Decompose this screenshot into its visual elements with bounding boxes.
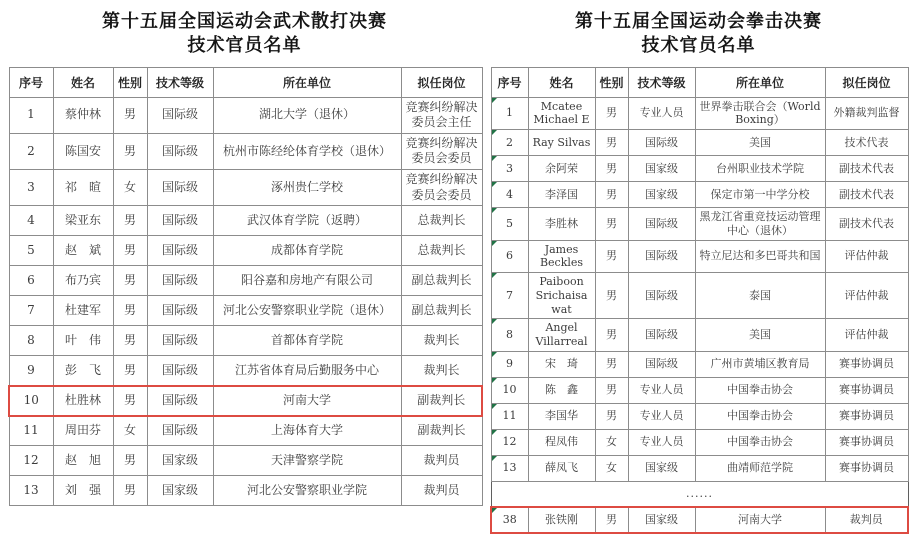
table-cell: 国际级 <box>147 416 213 446</box>
table-cell: 12 <box>491 429 528 455</box>
header-row <box>491 67 908 97</box>
table-cell: 男 <box>113 97 147 133</box>
table-cell: 男 <box>113 356 147 386</box>
table-cell: 彭 飞 <box>53 356 113 386</box>
table-cell: 裁判员 <box>401 476 482 506</box>
table-cell: 曲靖师范学院 <box>695 455 825 481</box>
table-row <box>491 182 908 208</box>
table-cell: 国际级 <box>147 206 213 236</box>
table-cell: 首都体育学院 <box>213 326 401 356</box>
table-cell: 国际级 <box>628 351 695 377</box>
table-cell: 台州职业技术学院 <box>695 156 825 182</box>
table-cell: 国家级 <box>628 507 695 533</box>
table-cell: 竞赛纠纷解决委员会委员 <box>401 133 482 169</box>
table-cell: 男 <box>595 403 628 429</box>
table-cell: 副总裁判长 <box>401 266 482 296</box>
table-row <box>9 296 482 326</box>
table-row <box>491 240 908 273</box>
column-header: 技术等级 <box>628 67 695 97</box>
table-cell: 男 <box>595 130 628 156</box>
column-header: 所在单位 <box>695 67 825 97</box>
table-cell: 国家级 <box>628 455 695 481</box>
table-cell: 男 <box>595 273 628 319</box>
table-cell: 10 <box>491 377 528 403</box>
column-header: 序号 <box>9 67 53 97</box>
table-row <box>491 351 908 377</box>
table-cell: 杭州市陈经纶体育学校（退休） <box>213 133 401 169</box>
table-cell: 裁判长 <box>401 356 482 386</box>
table-cell: 11 <box>491 403 528 429</box>
table-cell: 13 <box>9 476 53 506</box>
table-cell: 布乃宾 <box>53 266 113 296</box>
table-cell: 13 <box>491 455 528 481</box>
table-cell: 江苏省体育局后勤服务中心 <box>213 356 401 386</box>
table-cell: 河南大学 <box>695 507 825 533</box>
table-row <box>491 130 908 156</box>
table-cell: 国际级 <box>628 273 695 319</box>
table-cell: 天津警察学院 <box>213 446 401 476</box>
table-cell: 国际级 <box>147 266 213 296</box>
table-cell: 赛事协调员 <box>825 377 908 403</box>
table-cell: 陈 鑫 <box>528 377 595 403</box>
table-cell: 总裁判长 <box>401 206 482 236</box>
table-cell: 赵 旭 <box>53 446 113 476</box>
table-cell: 裁判员 <box>401 446 482 476</box>
table-cell: 2 <box>491 130 528 156</box>
table-cell: 2 <box>9 133 53 169</box>
table-cell: 泰国 <box>695 273 825 319</box>
table-cell: 9 <box>491 351 528 377</box>
table-cell: 10 <box>9 386 53 416</box>
column-header: 所在单位 <box>213 67 401 97</box>
table-cell: 竞赛纠纷解决委员会主任 <box>401 97 482 133</box>
table-cell: 男 <box>595 208 628 241</box>
table-cell: 7 <box>491 273 528 319</box>
table-cell: 专业人员 <box>628 403 695 429</box>
boxing-officials-table <box>490 67 909 534</box>
table-row <box>9 416 482 446</box>
table-cell: 男 <box>113 386 147 416</box>
highlighted-table-row <box>491 507 908 533</box>
table-cell: 国际级 <box>147 97 213 133</box>
table-cell: 刘 强 <box>53 476 113 506</box>
table-cell: 国际级 <box>147 326 213 356</box>
table-cell: 国家级 <box>147 476 213 506</box>
table-cell: 中国拳击协会 <box>695 377 825 403</box>
table-cell: 赛事协调员 <box>825 429 908 455</box>
table-cell: 1 <box>9 97 53 133</box>
table-cell: 美国 <box>695 130 825 156</box>
table-row <box>9 97 482 133</box>
boxing-title-line2: 技术官员名单 <box>641 35 756 57</box>
table-row <box>9 476 482 506</box>
table-cell: 余阿荣 <box>528 156 595 182</box>
column-header: 性别 <box>595 67 628 97</box>
table-cell: 世界拳击联合会（World Boxing） <box>695 97 825 130</box>
table-cell: 女 <box>113 169 147 205</box>
table-cell: 周田芬 <box>53 416 113 446</box>
table-cell: 12 <box>9 446 53 476</box>
table-cell: 国际级 <box>147 236 213 266</box>
table-row <box>9 133 482 169</box>
table-cell: 赛事协调员 <box>825 403 908 429</box>
table-cell: 国际级 <box>147 169 213 205</box>
table-cell: 国家级 <box>628 156 695 182</box>
table-row <box>9 236 482 266</box>
table-cell: 6 <box>491 240 528 273</box>
table-cell: 技术代表 <box>825 130 908 156</box>
table-cell: Paiboon Srichaisawat <box>528 273 595 319</box>
table-row <box>9 206 482 236</box>
table-cell: 李国华 <box>528 403 595 429</box>
table-cell: 评估仲裁 <box>825 319 908 352</box>
wushu-document-title <box>8 10 481 59</box>
boxing-title-line1: 第十五届全国运动会拳击决赛 <box>575 11 822 32</box>
table-cell: 男 <box>595 351 628 377</box>
table-cell: 副裁判长 <box>401 386 482 416</box>
table-cell: 男 <box>595 156 628 182</box>
table-cell: 国际级 <box>628 319 695 352</box>
table-cell: 评估仲裁 <box>825 273 908 319</box>
table-cell: 国际级 <box>147 296 213 326</box>
table-row <box>491 97 908 130</box>
boxing-document <box>490 0 907 534</box>
table-cell: 男 <box>595 240 628 273</box>
wushu-title-line2: 技术官员名单 <box>187 35 302 57</box>
table-cell: 男 <box>113 476 147 506</box>
table-cell: 杜建军 <box>53 296 113 326</box>
table-cell: 国际级 <box>147 133 213 169</box>
column-header: 姓名 <box>528 67 595 97</box>
boxing-document-title <box>490 10 907 59</box>
table-cell: 5 <box>491 208 528 241</box>
table-row <box>9 446 482 476</box>
table-row <box>9 326 482 356</box>
table-cell: 黑龙江省重竞技运动管理中心（退休） <box>695 208 825 241</box>
table-cell: 38 <box>491 507 528 533</box>
table-cell: 美国 <box>695 319 825 352</box>
table-cell: 女 <box>595 455 628 481</box>
wushu-officials-table <box>8 67 483 507</box>
table-cell: 河南大学 <box>213 386 401 416</box>
table-cell: 男 <box>113 236 147 266</box>
table-cell: 专业人员 <box>628 429 695 455</box>
table-cell: 国际级 <box>147 356 213 386</box>
table-cell: 男 <box>595 319 628 352</box>
table-row <box>9 169 482 205</box>
table-cell: 7 <box>9 296 53 326</box>
table-cell: 男 <box>595 377 628 403</box>
table-cell: 阳谷嘉和房地产有限公司 <box>213 266 401 296</box>
table-cell: 国家级 <box>147 446 213 476</box>
highlighted-table-row <box>9 386 482 416</box>
table-cell: 11 <box>9 416 53 446</box>
header-row <box>9 67 482 97</box>
table-cell: 副裁判长 <box>401 416 482 446</box>
wushu-title-line1: 第十五届全国运动会武术散打决赛 <box>102 11 387 32</box>
table-cell: 评估仲裁 <box>825 240 908 273</box>
table-cell: 男 <box>595 507 628 533</box>
column-header: 拟任岗位 <box>825 67 908 97</box>
table-cell: 男 <box>113 133 147 169</box>
table-cell: 男 <box>113 206 147 236</box>
table-cell: 梁亚东 <box>53 206 113 236</box>
column-header: 姓名 <box>53 67 113 97</box>
table-cell: 李胜林 <box>528 208 595 241</box>
column-header: 拟任岗位 <box>401 67 482 97</box>
table-cell: 叶 伟 <box>53 326 113 356</box>
table-cell: 3 <box>9 169 53 205</box>
table-cell: 女 <box>595 429 628 455</box>
table-cell: 涿州贵仁学校 <box>213 169 401 205</box>
table-row <box>9 266 482 296</box>
table-cell: 4 <box>9 206 53 236</box>
table-cell: 宋 琦 <box>528 351 595 377</box>
table-cell: 武汉体育学院（返聘） <box>213 206 401 236</box>
table-cell: Ray Silvas <box>528 130 595 156</box>
table-row <box>491 273 908 319</box>
table-cell: 国家级 <box>628 182 695 208</box>
table-cell: 男 <box>113 446 147 476</box>
table-cell: 男 <box>595 97 628 130</box>
table-cell: 蔡仲林 <box>53 97 113 133</box>
table-cell: 副总裁判长 <box>401 296 482 326</box>
table-row <box>491 156 908 182</box>
table-cell: 李泽国 <box>528 182 595 208</box>
table-cell: 总裁判长 <box>401 236 482 266</box>
table-cell: 专业人员 <box>628 377 695 403</box>
table-row <box>491 403 908 429</box>
table-cell: 副技术代表 <box>825 208 908 241</box>
ellipsis-row <box>491 481 908 507</box>
table-cell: 中国拳击协会 <box>695 403 825 429</box>
table-cell: 5 <box>9 236 53 266</box>
table-row <box>9 356 482 386</box>
table-cell: 3 <box>491 156 528 182</box>
table-cell: 专业人员 <box>628 97 695 130</box>
table-cell: 男 <box>595 182 628 208</box>
table-cell: 国际级 <box>628 130 695 156</box>
table-cell: 男 <box>113 296 147 326</box>
table-cell: 河北公安警察职业学院（退休） <box>213 296 401 326</box>
table-cell: 河北公安警察职业学院 <box>213 476 401 506</box>
table-cell: 保定市第一中学分校 <box>695 182 825 208</box>
column-header: 性别 <box>113 67 147 97</box>
table-cell: 裁判长 <box>401 326 482 356</box>
table-cell: 赛事协调员 <box>825 455 908 481</box>
table-cell: 杜胜林 <box>53 386 113 416</box>
table-cell: 副技术代表 <box>825 182 908 208</box>
table-cell: 1 <box>491 97 528 130</box>
table-cell: 张铁刚 <box>528 507 595 533</box>
table-row <box>491 455 908 481</box>
table-cell: 广州市黄埔区教育局 <box>695 351 825 377</box>
table-row <box>491 208 908 241</box>
table-cell: 国际级 <box>628 240 695 273</box>
table-cell: 特立尼达和多巴哥共和国 <box>695 240 825 273</box>
table-cell: Mcatee Michael E <box>528 97 595 130</box>
table-cell: 湖北大学（退休） <box>213 97 401 133</box>
table-cell: 6 <box>9 266 53 296</box>
table-cell: 上海体育大学 <box>213 416 401 446</box>
table-row <box>491 429 908 455</box>
table-cell: 薛凤飞 <box>528 455 595 481</box>
table-cell: 外籍裁判监督 <box>825 97 908 130</box>
table-cell: Angel Villarreal <box>528 319 595 352</box>
table-cell: 赛事协调员 <box>825 351 908 377</box>
table-cell: 裁判员 <box>825 507 908 533</box>
table-cell: James Beckles <box>528 240 595 273</box>
table-row <box>491 319 908 352</box>
table-cell: 赵 斌 <box>53 236 113 266</box>
table-cell: 祁 暄 <box>53 169 113 205</box>
table-cell: 男 <box>113 266 147 296</box>
table-cell: 8 <box>491 319 528 352</box>
column-header: 技术等级 <box>147 67 213 97</box>
table-cell: 中国拳击协会 <box>695 429 825 455</box>
table-cell: 程凤伟 <box>528 429 595 455</box>
table-cell: 副技术代表 <box>825 156 908 182</box>
table-cell: 女 <box>113 416 147 446</box>
table-cell: 4 <box>491 182 528 208</box>
table-cell: 9 <box>9 356 53 386</box>
table-cell: 陈国安 <box>53 133 113 169</box>
wushu-sanda-document <box>8 0 481 506</box>
table-cell: 男 <box>113 326 147 356</box>
table-cell: 成都体育学院 <box>213 236 401 266</box>
ellipsis-cell: ...... <box>491 481 908 507</box>
table-cell: 国际级 <box>628 208 695 241</box>
table-row <box>491 377 908 403</box>
table-cell: 竞赛纠纷解决委员会委员 <box>401 169 482 205</box>
table-cell: 国际级 <box>147 386 213 416</box>
column-header: 序号 <box>491 67 528 97</box>
table-cell: 8 <box>9 326 53 356</box>
